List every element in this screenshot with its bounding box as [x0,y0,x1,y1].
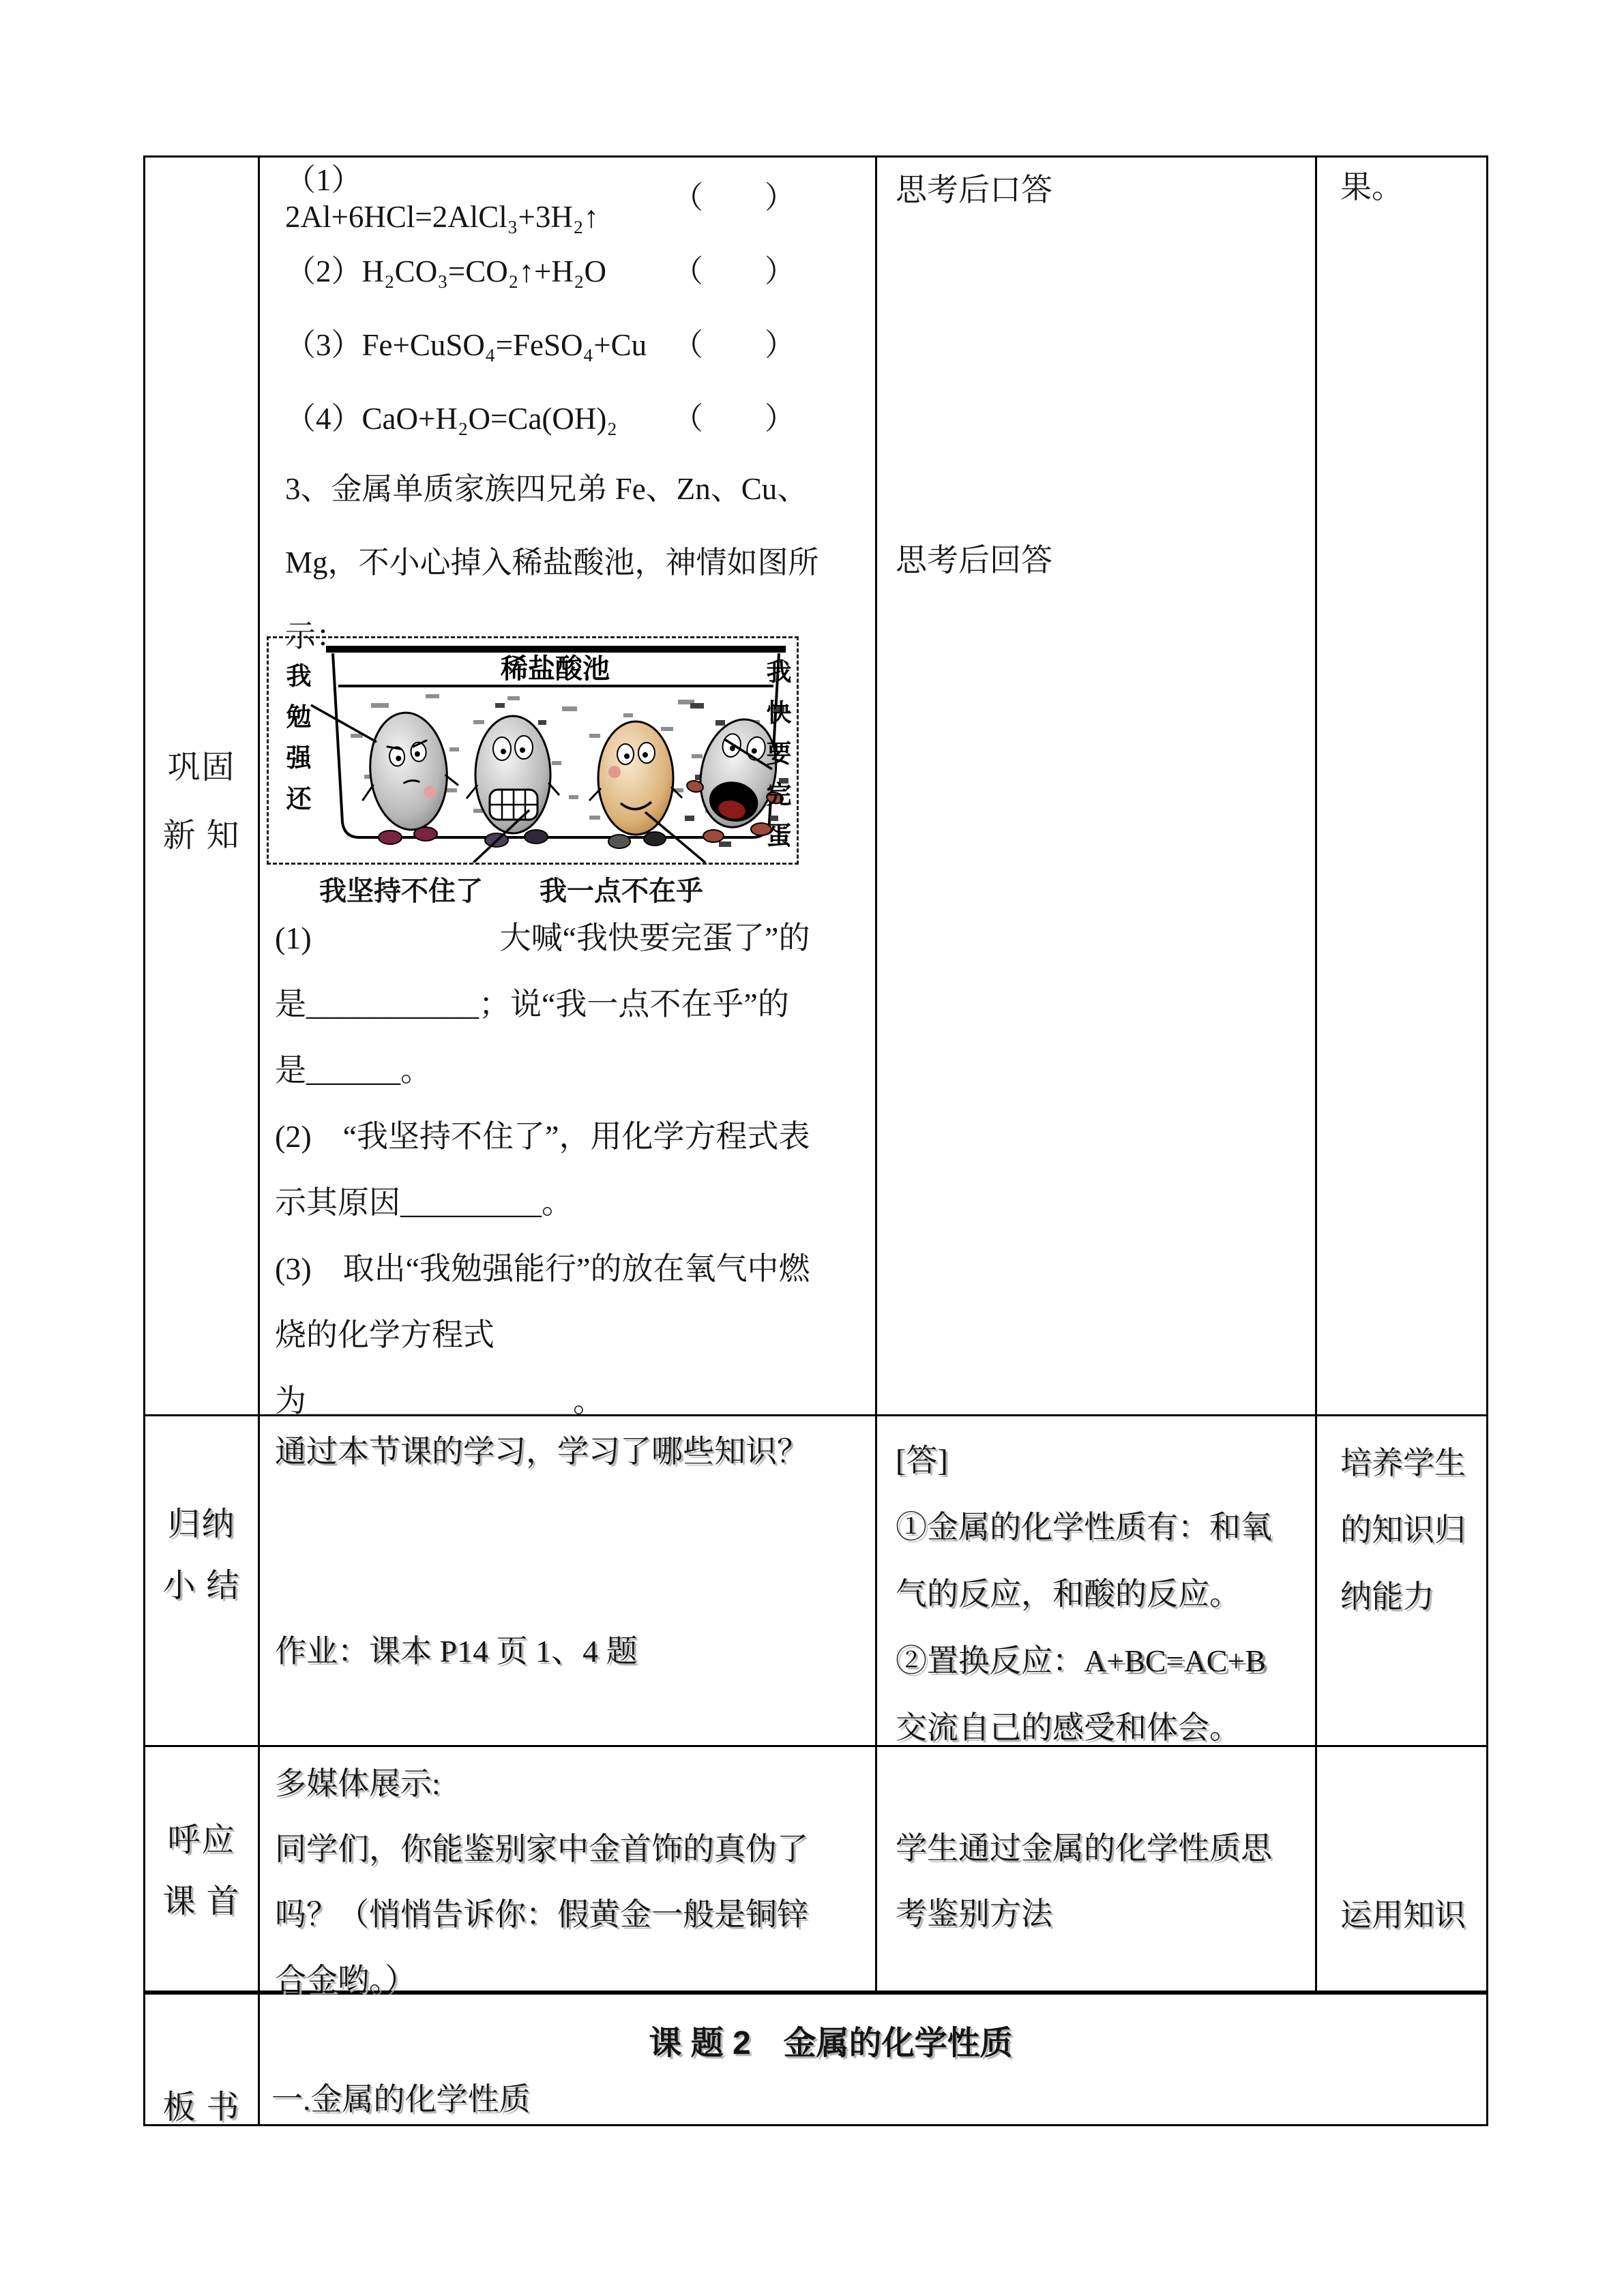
purpose-line: 纳能力 [1340,1579,1434,1614]
answer-paren: （ ） [672,327,795,362]
board-outline-line1: 一.金属的化学性质 [271,2082,531,2117]
question3-line1: 3、金属单质家族四兄弟 Fe、Zn、Cu、 [285,472,808,506]
row2-teacher-question: 通过本节课的学习，学习了哪些知识？ [275,1434,808,1469]
content-line: 多媒体展示: [275,1766,441,1801]
row1-label-line2: 新 知 [162,818,241,854]
pool-label: 稀盐酸池 [501,654,610,684]
metal-character-1 [355,709,462,834]
svg-text:要: 要 [766,740,792,768]
character2-foot [525,830,548,844]
metal-character-3 [589,721,682,835]
question3-line2: Mg，不小心掉入稀盐酸池，神情如图所 [285,546,819,580]
sub-question-line: (2) “我坚持不住了”，用化学方程式表 [275,1119,810,1154]
sub-question-line: 是___________；说“我一点不在乎”的 [275,987,789,1022]
row1-label-line1: 巩固 [167,749,236,786]
character1-foot [379,831,402,844]
answer-paren: （ ） [672,401,795,436]
row3-teacher-content [275,1751,808,2013]
equation-text: （1）2Al+6HCl=2AlCl₃+3H₂↑ [285,162,600,234]
equation-line-4 [285,378,795,452]
row3-label-line1: 呼应 [167,1822,236,1858]
sub-question-line: 示其原因_________。 [275,1185,573,1220]
svg-text:完: 完 [766,781,792,809]
column-divider-3 [1315,158,1317,1993]
content-line: 合金哟。） [275,1963,416,1997]
answer-paren: （ ） [672,254,795,288]
callout-line-left [311,705,377,742]
column-divider-2 [875,158,877,1993]
board-title: 课 题 2 金属的化学性质 [649,2025,1013,2061]
sub-question-line: 为_________________。 [275,1384,604,1418]
svg-text:还: 还 [286,785,312,813]
sub-question-line: 是______。 [275,1053,432,1088]
row-divider-2 [145,1745,1486,1747]
sub-question-line: 烧的化学方程式 [275,1317,494,1352]
column-divider-1 [258,158,260,2124]
acid-pool-illustration [269,638,797,863]
purpose-line: 培养学生 [1340,1446,1466,1480]
answer-line: 交流自己的感受和体会。 [896,1710,1241,1745]
cartoon-caption-1: 我坚持不住了 [319,876,483,906]
equations-block [285,158,819,673]
sub-question-line: (1) 大喊“我快要完蛋了”的 [275,921,810,955]
svg-text:强: 强 [286,744,312,772]
row1-activity-note-2: 思考后回答 [896,543,1052,578]
character4-foot [703,830,724,842]
row2-label-line1: 归纳 [167,1506,236,1542]
row1-purpose-note: 果。 [1340,170,1403,205]
content-line: 吗？（悄悄告诉你：假黄金一般是铜锌 [275,1897,808,1932]
answer-line-prefix: ②置换反应： [896,1643,1084,1678]
svg-text:我: 我 [766,658,792,686]
equation-text: （3）Fe+CuSO₄=FeSO₄+Cu [285,327,647,362]
row4-label: 板 书 [162,2089,241,2126]
answer-paren: （ ） [672,180,795,215]
equation-text: （2）H₂CO₃=CO₂↑+H₂O [285,254,607,288]
left-vertical-label [286,662,312,813]
row2-student-answer [896,1427,1272,1761]
svg-text:勉: 勉 [286,703,312,731]
metal-character-2 [467,716,559,833]
row3-student-activity [896,1816,1272,1947]
metal-character-4 [680,710,797,837]
row3-purpose-note: 运用知识 [1340,1898,1466,1933]
svg-text:蛋: 蛋 [766,822,792,850]
acid-pool-cartoon [267,636,799,865]
sub-question-line: (3) 取出“我勉强能行”的放在氧气中燃 [275,1251,810,1286]
answer-line: [答] [896,1443,948,1478]
answer-line: 气的反应，和酸的反应。 [896,1577,1241,1611]
row2-label-line2: 小 结 [162,1568,241,1604]
lesson-plan-table [143,155,1488,2126]
row3-label-line2: 课 首 [162,1883,241,1920]
purpose-line: 的知识归 [1340,1512,1466,1547]
answer-line [896,1628,1272,1695]
character1-foot [414,827,437,841]
question3-line3: 示： [285,619,347,653]
sub-questions-block [275,905,810,1434]
equation-line-1 [285,158,795,234]
activity-line: 考鉴别方法 [896,1896,1052,1931]
row1-activity-note-1: 思考后口答 [896,173,1052,207]
svg-text:快: 快 [766,699,792,727]
character3-foot [608,835,630,848]
content-line: 同学们，你能鉴别家中金首饰的真伪了 [275,1832,808,1866]
equation-text: （4）CaO+H₂O=Ca(OH)₂ [285,401,618,436]
activity-line: 学生通过金属的化学性质思 [896,1831,1272,1866]
svg-text:我: 我 [286,662,312,690]
row2-purpose-note [1340,1430,1466,1630]
equation-line-2 [285,231,795,305]
equation-line-3 [285,305,795,378]
cartoon-caption-2: 我一点不在乎 [540,876,703,906]
character3-foot [644,832,666,846]
answer-line: ①金属的化学性质有：和氧 [896,1510,1272,1545]
displacement-formula: A+BC=AC+B [1084,1643,1266,1678]
row2-homework: 作业：课本 P14 页 1、4 题 [275,1634,638,1669]
